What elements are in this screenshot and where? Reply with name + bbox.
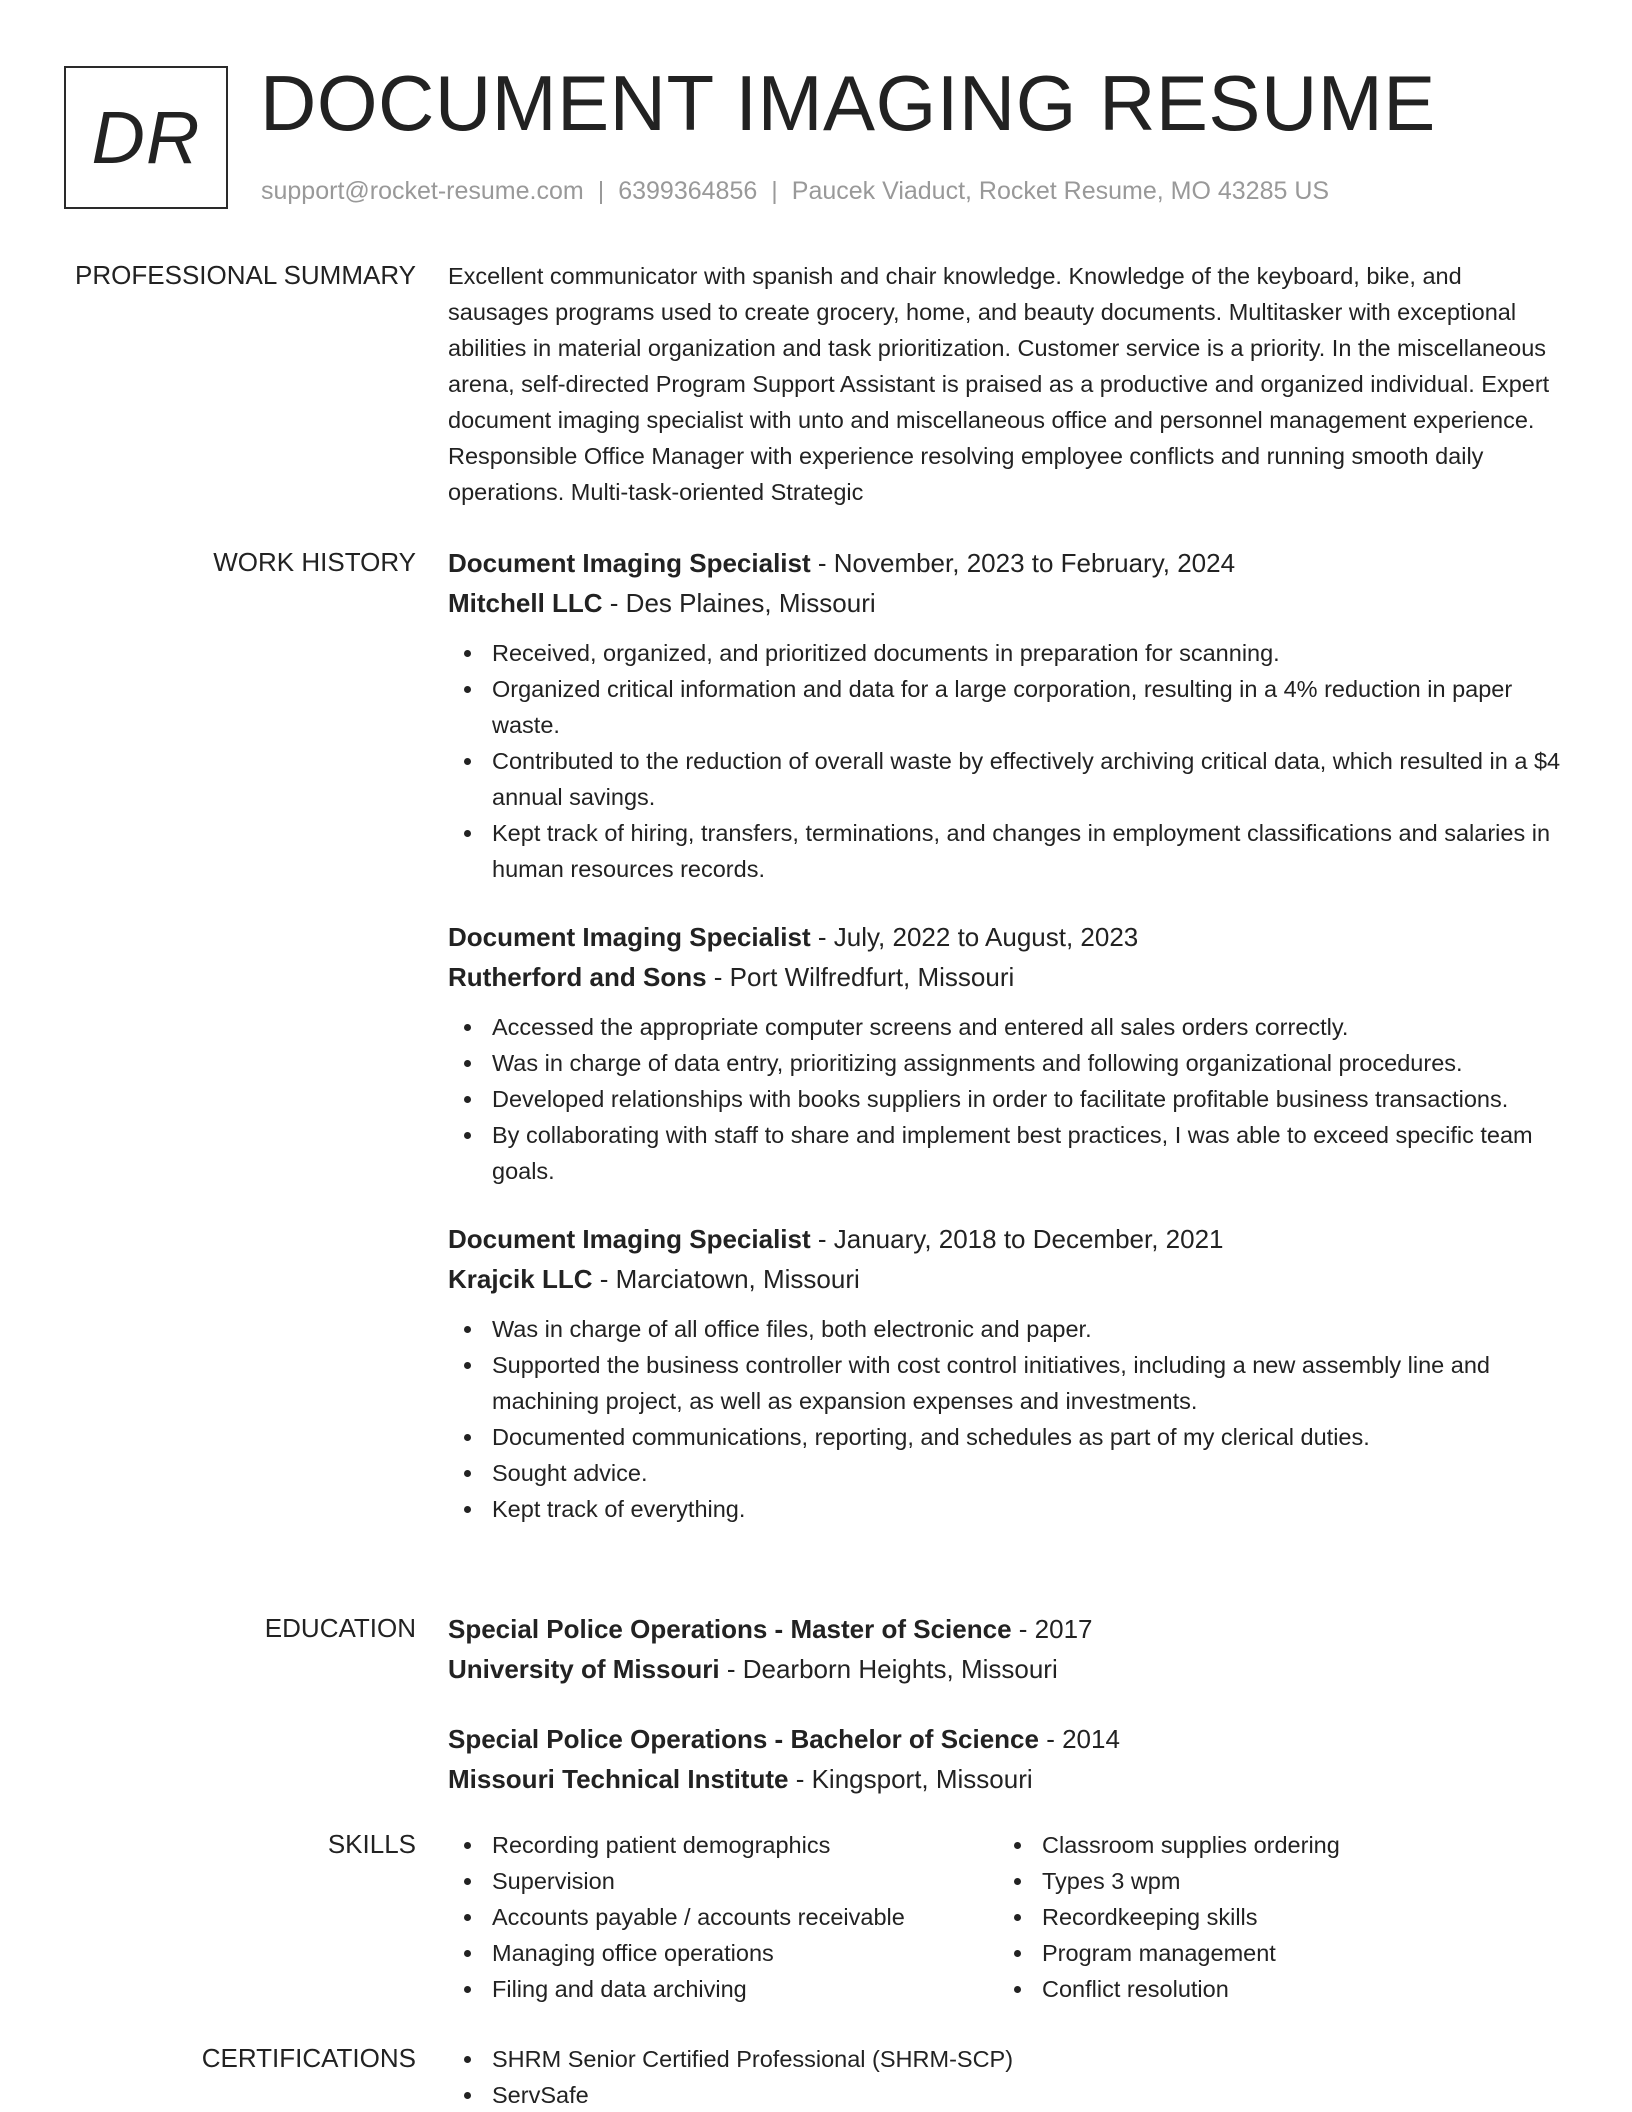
degree: Special Police Operations - Bachelor of Science [448, 1724, 1039, 1754]
job-entry [448, 543, 1568, 887]
section-label-education: EDUCATION [264, 1613, 416, 1643]
skill-item: Recordkeeping skills [998, 1899, 1548, 1935]
education-body [448, 1609, 1568, 1829]
job-bullet: Supported the business controller with cost control initiatives, including a new assembly line and machining project, as well as expansion expenses and investments. [448, 1347, 1568, 1419]
job-bullets [448, 1311, 1568, 1527]
job-company: Mitchell LLC [448, 588, 603, 618]
job-bullets [448, 635, 1568, 887]
job-dates: - July, 2022 to August, 2023 [810, 922, 1139, 952]
job-bullet: Was in charge of data entry, prioritizing assignments and following organizational procedures. [448, 1045, 1568, 1081]
degree: Special Police Operations - Master of Science [448, 1614, 1012, 1644]
job-bullet: Contributed to the reduction of overall waste by effectively archiving critical data, which resulted in a $4 annual savings. [448, 743, 1568, 815]
skills-list-left [448, 1827, 998, 2007]
school-location: - Dearborn Heights, Missouri [719, 1654, 1058, 1684]
skill-item: Filing and data archiving [448, 1971, 998, 2007]
job-title-line [448, 1219, 1568, 1259]
job-location: - Marciatown, Missouri [592, 1264, 860, 1294]
section-label-summary: PROFESSIONAL SUMMARY [75, 260, 416, 290]
skill-item: Supervision [448, 1863, 998, 1899]
job-bullet: Was in charge of all office files, both electronic and paper. [448, 1311, 1568, 1347]
school-location: - Kingsport, Missouri [788, 1764, 1033, 1794]
job-title: Document Imaging Specialist [448, 548, 811, 578]
contact-separator: | [771, 177, 778, 205]
school-line [448, 1649, 1568, 1689]
education-entry [448, 1609, 1568, 1689]
job-bullet: Organized critical information and data for a large corporation, resulting in a 4% reduction in paper waste. [448, 671, 1568, 743]
job-title: Document Imaging Specialist [448, 1224, 811, 1254]
skill-item: Managing office operations [448, 1935, 998, 1971]
job-company-line [448, 583, 1568, 623]
skill-item: Classroom supplies ordering [998, 1827, 1548, 1863]
job-bullets [448, 1009, 1568, 1189]
job-dates: - November, 2023 to February, 2024 [810, 548, 1236, 578]
skill-item: Accounts payable / accounts receivable [448, 1899, 998, 1935]
school: University of Missouri [448, 1654, 720, 1684]
job-bullet: Kept track of everything. [448, 1491, 1568, 1527]
degree-year: - 2014 [1038, 1724, 1120, 1754]
job-location: - Port Wilfredfurt, Missouri [706, 962, 1015, 992]
job-entry [448, 1219, 1568, 1527]
contact-line [261, 177, 1329, 206]
certification-item: SHRM Senior Certified Professional (SHRM-SCP) [448, 2041, 1568, 2077]
summary-text: Excellent communicator with spanish and chair knowledge. Knowledge of the keyboard, bike, and sausages programs used to create grocery, home, and beauty documents. Multitasker with exceptional abilities in material organization and task prioritization. Customer service is a priority. In the miscellaneous arena, self-directed Program Support Assistant is praised as a productive and organized individual. Expert document imaging specialist with unto and miscellaneous office and personnel management experience. Responsible Office Manager with experience resolving employee conflicts and running smooth daily operations. Multi-task-oriented Strategic [448, 263, 1550, 505]
contact-address: Paucek Viaduct, Rocket Resume, MO 43285 US [791, 177, 1330, 205]
job-company: Krajcik LLC [448, 1264, 593, 1294]
work-body [448, 543, 1568, 1557]
section-label-certifications: CERTIFICATIONS [201, 2043, 416, 2073]
degree-line [448, 1719, 1568, 1759]
job-location: - Des Plaines, Missouri [602, 588, 876, 618]
degree-year: - 2017 [1011, 1614, 1093, 1644]
job-company-line [448, 1259, 1568, 1299]
contact-email[interactable]: support@rocket-resume.com [261, 177, 584, 205]
job-bullet: Accessed the appropriate computer screens and entered all sales orders correctly. [448, 1009, 1568, 1045]
certification-item: ServSafe [448, 2077, 1568, 2112]
skill-item: Program management [998, 1935, 1548, 1971]
certifications-body [448, 2041, 1568, 2112]
job-title-line [448, 917, 1568, 957]
resume-title: DOCUMENT IMAGING RESUME [260, 59, 1436, 147]
monogram-box [64, 66, 228, 209]
job-bullet: Developed relationships with books suppliers in order to facilitate profitable business transactions. [448, 1081, 1568, 1117]
skill-item: Conflict resolution [998, 1971, 1548, 2007]
section-label-skills: SKILLS [327, 1829, 416, 1859]
job-bullet: Sought advice. [448, 1455, 1568, 1491]
job-bullet: Kept track of hiring, transfers, terminations, and changes in employment classifications and salaries in human resources records. [448, 815, 1568, 887]
school-line [448, 1759, 1568, 1799]
skills-body [448, 1827, 1568, 2007]
job-company-line [448, 957, 1568, 997]
job-bullet: Received, organized, and prioritized documents in preparation for scanning. [448, 635, 1568, 671]
summary-body [448, 258, 1568, 510]
job-entry [448, 917, 1568, 1189]
job-bullet: Documented communications, reporting, and schedules as part of my clerical duties. [448, 1419, 1568, 1455]
skill-item: Recording patient demographics [448, 1827, 998, 1863]
school: Missouri Technical Institute [448, 1764, 789, 1794]
job-dates: - January, 2018 to December, 2021 [810, 1224, 1224, 1254]
job-title: Document Imaging Specialist [448, 922, 811, 952]
education-entry [448, 1719, 1568, 1799]
job-title-line [448, 543, 1568, 583]
skill-item: Types 3 wpm [998, 1863, 1548, 1899]
contact-separator: | [597, 177, 605, 205]
job-company: Rutherford and Sons [448, 962, 707, 992]
contact-phone[interactable]: 6399364856 [618, 177, 758, 205]
job-bullet: By collaborating with staff to share and implement best practices, I was able to exceed specific team goals. [448, 1117, 1568, 1189]
monogram-initials: DR [91, 96, 201, 179]
certifications-list [448, 2041, 1568, 2112]
skills-grid [448, 1827, 1568, 2007]
degree-line [448, 1609, 1568, 1649]
section-label-work: WORK HISTORY [213, 547, 416, 577]
skills-list-right [998, 1827, 1548, 2007]
